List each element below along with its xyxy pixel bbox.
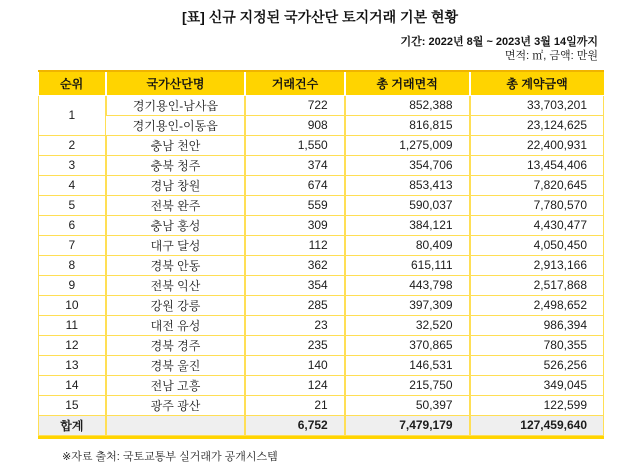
- table-row: [39, 175, 604, 195]
- rank-cell: 5: [39, 195, 106, 215]
- amount-cell: 4,430,477: [470, 215, 604, 235]
- area-cell: 354,706: [345, 155, 470, 175]
- area-cell: 852,388: [345, 95, 470, 115]
- count-cell: 285: [245, 295, 344, 315]
- area-cell: 32,520: [345, 315, 470, 335]
- table-total: [39, 415, 604, 435]
- header-count: 거래건수: [245, 72, 344, 95]
- table-row: [39, 355, 604, 375]
- rank-cell: 15: [39, 395, 106, 415]
- table-row: [39, 155, 604, 175]
- total-label-cell: 합계: [39, 415, 106, 435]
- amount-cell: 526,256: [470, 355, 604, 375]
- rank-cell: 1: [39, 95, 106, 135]
- rank-cell: 14: [39, 375, 106, 395]
- table-row: [39, 135, 604, 155]
- table-wrap: [38, 70, 604, 439]
- name-cell: 대구 달성: [106, 235, 246, 255]
- amount-cell: 22,400,931: [470, 135, 604, 155]
- area-cell: 853,413: [345, 175, 470, 195]
- count-cell: 140: [245, 355, 344, 375]
- table-row: [39, 235, 604, 255]
- amount-cell: 2,517,868: [470, 275, 604, 295]
- table-row: [39, 195, 604, 215]
- area-cell: 816,815: [345, 115, 470, 135]
- count-cell: 559: [245, 195, 344, 215]
- amount-cell: 13,454,406: [470, 155, 604, 175]
- area-cell: 443,798: [345, 275, 470, 295]
- table-row: [39, 115, 604, 135]
- area-cell: 50,397: [345, 395, 470, 415]
- name-cell: 전북 익산: [106, 275, 246, 295]
- area-cell: 370,865: [345, 335, 470, 355]
- rank-cell: 10: [39, 295, 106, 315]
- header-row: [39, 72, 604, 95]
- count-cell: 124: [245, 375, 344, 395]
- count-cell: 674: [245, 175, 344, 195]
- amount-cell: 780,355: [470, 335, 604, 355]
- area-cell: 384,121: [345, 215, 470, 235]
- rank-cell: 9: [39, 275, 106, 295]
- name-cell: 강원 강릉: [106, 295, 246, 315]
- count-cell: 1,550: [245, 135, 344, 155]
- table-row: [39, 95, 604, 115]
- table-row: [39, 335, 604, 355]
- page-title: [표] 신규 지정된 국가산단 토지거래 기본 현황: [181, 9, 459, 25]
- area-cell: 80,409: [345, 235, 470, 255]
- table-row: [39, 275, 604, 295]
- source-note: ※자료 출처: 국토교통부 실거래가 공개시스템: [62, 450, 278, 463]
- name-cell: 충남 홍성: [106, 215, 246, 235]
- amount-cell: 122,599: [470, 395, 604, 415]
- table-row: [39, 255, 604, 275]
- name-cell: 경기용인-이동읍: [106, 115, 246, 135]
- amount-cell: 2,498,652: [470, 295, 604, 315]
- total-empty-cell: [106, 415, 246, 435]
- count-cell: 908: [245, 115, 344, 135]
- count-cell: 354: [245, 275, 344, 295]
- total-area-cell: 7,479,179: [345, 415, 470, 435]
- count-cell: 23: [245, 315, 344, 335]
- amount-cell: 23,124,625: [470, 115, 604, 135]
- header-area: 총 거래면적: [345, 72, 470, 95]
- name-cell: 충북 청주: [106, 155, 246, 175]
- land-transaction-table: [38, 72, 604, 436]
- amount-cell: 33,703,201: [470, 95, 604, 115]
- meta-notes: [0, 35, 598, 63]
- name-cell: 경남 창원: [106, 175, 246, 195]
- rank-cell: 11: [39, 315, 106, 335]
- amount-cell: 349,045: [470, 375, 604, 395]
- rank-cell: 8: [39, 255, 106, 275]
- amount-cell: 986,394: [470, 315, 604, 335]
- rank-cell: 13: [39, 355, 106, 375]
- header-name: 국가산단명: [106, 72, 246, 95]
- header-rank: 순위: [39, 72, 106, 95]
- table-header: [39, 72, 604, 95]
- area-cell: 215,750: [345, 375, 470, 395]
- amount-cell: 7,820,645: [470, 175, 604, 195]
- name-cell: 경북 경주: [106, 335, 246, 355]
- total-amount-cell: 127,459,640: [470, 415, 604, 435]
- total-count-cell: 6,752: [245, 415, 344, 435]
- name-cell: 경북 울진: [106, 355, 246, 375]
- rank-cell: 7: [39, 235, 106, 255]
- name-cell: 경북 안동: [106, 255, 246, 275]
- area-cell: 590,037: [345, 195, 470, 215]
- amount-cell: 7,780,570: [470, 195, 604, 215]
- rank-cell: 4: [39, 175, 106, 195]
- table-row: [39, 395, 604, 415]
- table-row: [39, 215, 604, 235]
- table-row: [39, 315, 604, 335]
- rank-cell: 12: [39, 335, 106, 355]
- area-cell: 1,275,009: [345, 135, 470, 155]
- name-cell: 경기용인-남사읍: [106, 95, 246, 115]
- area-cell: 615,111: [345, 255, 470, 275]
- area-cell: 397,309: [345, 295, 470, 315]
- name-cell: 대전 유성: [106, 315, 246, 335]
- name-cell: 전남 고흥: [106, 375, 246, 395]
- rank-cell: 6: [39, 215, 106, 235]
- count-cell: 21: [245, 395, 344, 415]
- table-row: [39, 295, 604, 315]
- rank-cell: 2: [39, 135, 106, 155]
- count-cell: 362: [245, 255, 344, 275]
- total-row: [39, 415, 604, 435]
- period-note: 기간: 2022년 8월 ~ 2023년 3월 14일까지: [400, 36, 598, 48]
- count-cell: 112: [245, 235, 344, 255]
- count-cell: 722: [245, 95, 344, 115]
- table-row: [39, 375, 604, 395]
- name-cell: 충남 천안: [106, 135, 246, 155]
- rank-cell: 3: [39, 155, 106, 175]
- amount-cell: 4,050,450: [470, 235, 604, 255]
- name-cell: 광주 광산: [106, 395, 246, 415]
- area-cell: 146,531: [345, 355, 470, 375]
- name-cell: 전북 완주: [106, 195, 246, 215]
- header-amount: 총 계약금액: [470, 72, 604, 95]
- unit-note: 면적: ㎡, 금액: 만원: [504, 50, 598, 62]
- count-cell: 309: [245, 215, 344, 235]
- table-body: [39, 95, 604, 415]
- count-cell: 374: [245, 155, 344, 175]
- amount-cell: 2,913,166: [470, 255, 604, 275]
- count-cell: 235: [245, 335, 344, 355]
